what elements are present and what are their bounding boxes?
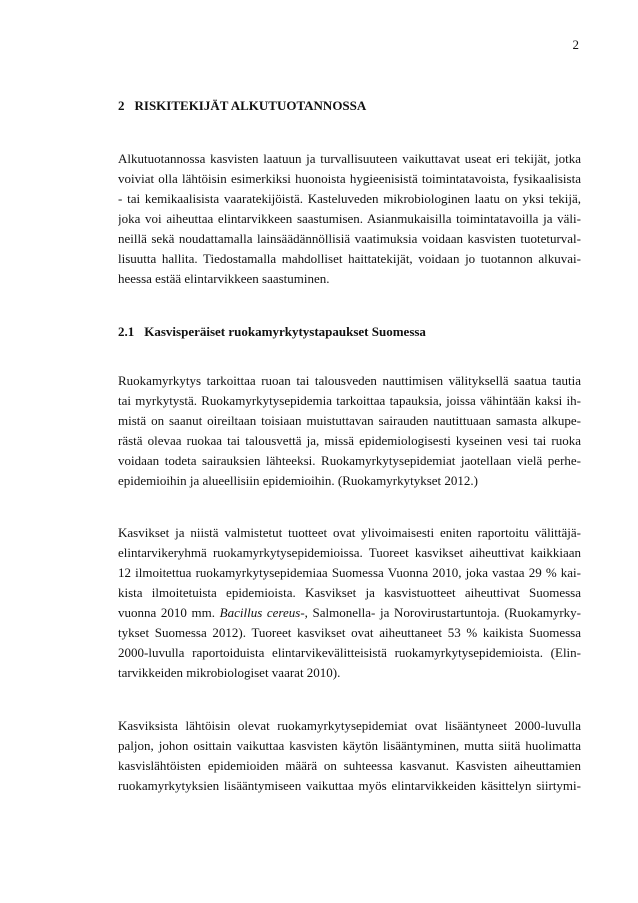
paragraph-line: elintarvikeryhmä ruokamyrkytysepidemioissa. Tuoreet kasvikset aiheuttivat kaikkiaan xyxy=(118,545,581,560)
paragraph-line: Kasvikset ja niistä valmistetut tuotteet ovat ylivoimaisesti eniten raportoitu välittäjä- xyxy=(118,525,581,540)
paragraph-line: heessa estää elintarvikkeen saastuminen. xyxy=(118,271,330,286)
paragraph-line: 2000-luvulla raportoiduista elintarvikevälitteisistä ruokamyrkytysepidemioista. (Elin- xyxy=(118,645,581,660)
paragraph-line-mixed xyxy=(118,605,581,621)
paragraph-line: paljon, johon osittain vaikuttaa kasvisten käytön lisääntyminen, mutta siitä huolimatta xyxy=(118,738,581,753)
paragraph-line: - tai kemikaalisista vaaratekijöistä. Kasteluveden mikrobiologinen laatu on yksi tekijä, xyxy=(118,191,581,206)
text-span: vuonna 2010 mm. xyxy=(118,605,216,620)
text-span: , Salmonella- ja Norovirustartuntoja. (Ruokamyrky- xyxy=(304,605,581,620)
paragraph-line: tykset Suomessa 2012). Tuoreet kasvikset ovat aiheuttaneet 53 % kaikista Suomessa xyxy=(118,625,581,640)
section-number: 2.1 xyxy=(118,324,135,339)
section-title: Kasvisperäiset ruokamyrkytystapaukset Suomessa xyxy=(144,324,426,339)
paragraph-line: voidaan todeta sairauksien lähteeksi. Ruokamyrkytysepidemiat jaotellaan vielä perhe- xyxy=(118,453,581,468)
paragraph-line: kasvislähtöisten epidemioiden määrä on suhteessa kasvanut. Kasvisten aiheuttamien xyxy=(118,758,581,773)
paragraph-line: epidemioihin ja alueellisiin epidemioihin. (Ruokamyrkytykset 2012.) xyxy=(118,473,478,488)
paragraph-line: tai myrkytystä. Ruokamyrkytysepidemia tarkoittaa tapauksia, joissa vähintään kaksi ih- xyxy=(118,393,581,408)
section-number: 2 xyxy=(118,98,125,113)
paragraph-line: kista ilmoitetuista epidemioista. Kasvikset ja kasvistuotteet aiheuttivat Suomessa xyxy=(118,585,581,600)
page-number: 2 xyxy=(572,37,579,52)
paragraph-line: mistä on saanut oireiltaan toisiaan muistuttavan sairauden nautittuaan samasta alkupe- xyxy=(118,413,581,428)
paragraph-line: tarvikkeiden mikrobiologiset vaarat 2010). xyxy=(118,665,341,680)
paragraph-line: Ruokamyrkytys tarkoittaa ruoan tai talousveden nauttimisen välityksellä saatua tautia xyxy=(118,373,581,388)
section-heading-2-1 xyxy=(118,324,426,340)
paragraph-line: voiviat olla lähtöisin esimerkiksi huonoista hygieenisistä toimintatavoista, fysikaalisista xyxy=(118,171,581,186)
section-title: RISKITEKIJÄT ALKUTUOTANNOSSA xyxy=(134,98,367,113)
paragraph-line: Kasviksista lähtöisin olevat ruokamyrkytysepidemiat ovat lisääntyneet 2000-luvulla xyxy=(118,718,581,733)
section-heading-2 xyxy=(118,98,366,114)
paragraph-line: joka voi aiheuttaa elintarvikkeen saastumisen. Asianmukaisilla toimintatavoilla ja väli- xyxy=(118,211,581,226)
paragraph-line: neillä sekä noudattamalla lainsäädännöllisiä vaatimuksia voidaan kasvisten tuoteturval- xyxy=(118,231,581,246)
paragraph-line: rästä olevaa ruokaa tai talousvettä ja, missä epidemiologisesti kyseinen vesi tai ruoka xyxy=(118,433,581,448)
paragraph-line: ruokamyrkytyksien lisääntymiseen vaikuttaa myös elintarvikkeiden käsittelyn siirtymi- xyxy=(118,778,581,793)
species-name-italic: Bacillus cereus- xyxy=(219,605,305,620)
paragraph-line: 12 ilmoitettua ruokamyrkytysepidemiaa Suomessa Vuonna 2010, joka vastaa 29 % kai- xyxy=(118,565,581,580)
paragraph-line: Alkutuotannossa kasvisten laatuun ja turvallisuuteen vaikuttavat useat eri tekijät, jotka xyxy=(118,151,581,166)
paragraph-line: lisuutta hallita. Tiedostamalla mahdolliset haittatekijät, voidaan jo tuotannon alkuvai- xyxy=(118,251,581,266)
